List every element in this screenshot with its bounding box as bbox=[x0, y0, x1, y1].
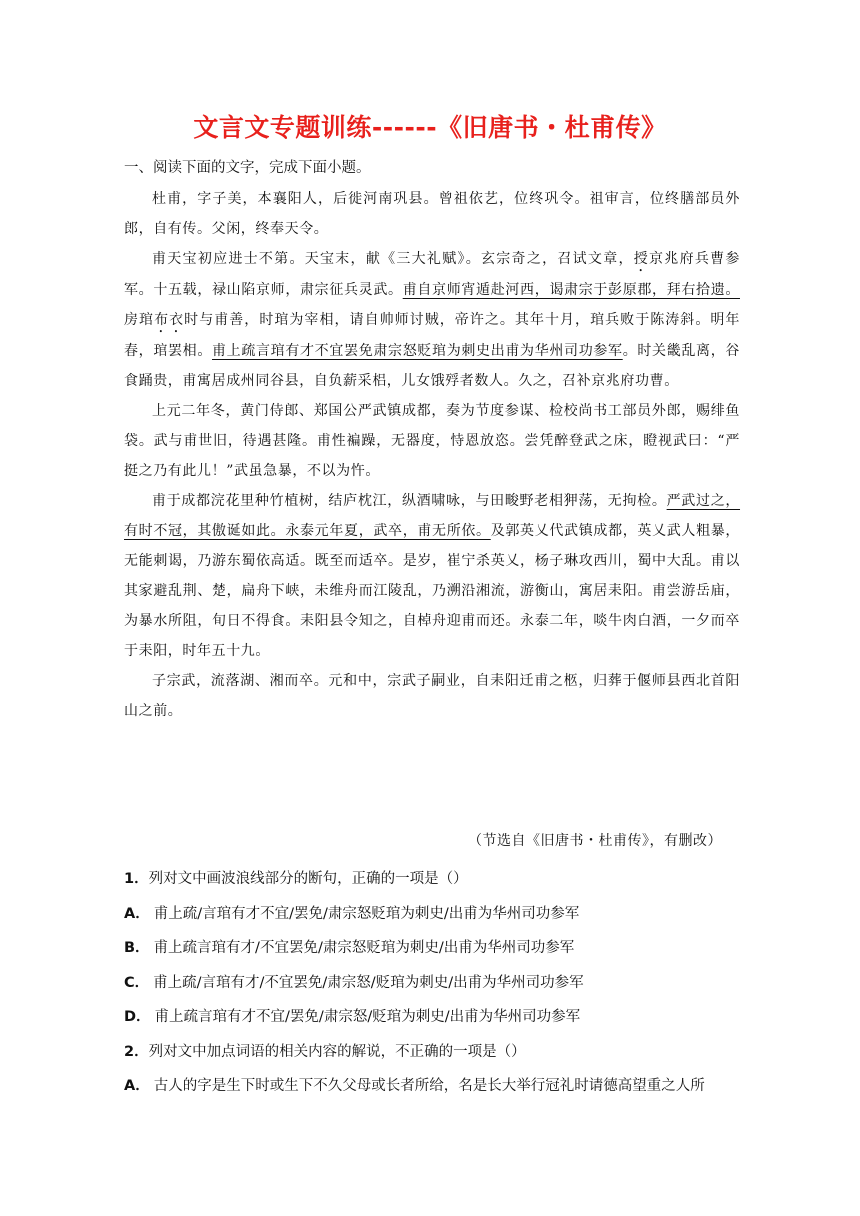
question-1-option-a[interactable] bbox=[124, 897, 748, 932]
text-run: 时与甫善，时琯为宰相，请自帅师讨贼，帝许之。其年十月，琯兵败于陈涛斜。明年春，琯罢相。 bbox=[124, 312, 741, 359]
passage-paragraph-3: 上元二年冬，黄门侍郎、郑国公严武镇成都，奏为节度参谋、检校尚书工部员外郎，赐绯鱼袋。武与甫世旧，待遇甚隆。甫性褊躁，无器度，恃恩放恣。尝凭醉登武之床，瞪视武曰：“严挺之乃有此儿！”武虽急暴，不以为忤。 bbox=[124, 403, 740, 479]
option-text: 甫上疏言琯有才/不宜罢免/肃宗怒贬琯为刺史/出甫为华州司功参军 bbox=[153, 940, 575, 956]
question-text: 列对文中画波浪线部分的断句，正确的一项是（） bbox=[148, 871, 468, 887]
option-label: D． bbox=[124, 1009, 151, 1025]
option-label: A． bbox=[124, 1078, 150, 1094]
question-1-stem bbox=[124, 862, 748, 897]
question-list bbox=[124, 862, 748, 1104]
question-2-option-a[interactable] bbox=[124, 1069, 748, 1104]
option-label: B． bbox=[124, 940, 150, 956]
passage-paragraph-2 bbox=[124, 244, 740, 396]
text-run: 房琯 bbox=[124, 312, 155, 328]
passage-paragraph-5: 子宗武，流落湖、湘而卒。元和中，宗武子嗣业，自耒阳迁甫之柩，归葬于偃师县西北首阳山之前。 bbox=[124, 673, 740, 719]
underlined-sentence: 严武过之，有时不冠，其傲诞如此。永泰元年夏，武卒，甫无所依。 bbox=[124, 493, 741, 539]
dotted-word: 授 bbox=[633, 251, 650, 267]
text-run: 甫天宝初应进士不第。天宝末，献《三大礼赋》。玄宗奇之，召试文章， bbox=[152, 251, 634, 267]
text-run: 甫于成都浣花里种竹植树，结庐枕江，纵酒啸咏，与田畯野老相狎荡，无拘检。 bbox=[152, 493, 667, 509]
question-1-option-d[interactable] bbox=[124, 1000, 748, 1035]
option-text: 古人的字是生下时或生下不久父母或长者所给，名是长大举行冠礼时请德高望重之人所 bbox=[153, 1078, 705, 1094]
question-number: 2． bbox=[124, 1043, 149, 1060]
question-2-stem bbox=[124, 1035, 748, 1070]
question-number: 1． bbox=[124, 871, 149, 887]
classical-passage bbox=[124, 184, 740, 726]
text-run: 。时关畿乱离，谷食踊贵，甫寓居成州同谷县，自负薪采梠，儿女饿殍者数人。久之，召补京兆府功曹。 bbox=[124, 343, 740, 389]
question-1-option-b[interactable] bbox=[124, 931, 748, 966]
source-note: （节选自《旧唐书・杜甫传》，有删改） bbox=[468, 833, 722, 849]
question-1-option-c[interactable] bbox=[124, 966, 748, 1001]
document-title: 文言文专题训练------《旧唐书・杜甫传》 bbox=[193, 113, 667, 142]
question-text: 列对文中加点词语的相关内容的解说，不正确的一项是（） bbox=[148, 1043, 526, 1060]
option-text: 甫上疏/言琯有才/不宜罢免/肃宗怒/贬琯为刺史/出甫为华州司功参军 bbox=[153, 974, 584, 991]
option-label: C． bbox=[124, 974, 150, 991]
passage-paragraph-1: 杜甫，字子美，本襄阳人，后徙河南巩县。曾祖依艺，位终巩令。祖审言，位终膳部员外郎，自有传。父闲，终奉天令。 bbox=[124, 191, 740, 237]
section-heading: 一、阅读下面的文字，完成下面小题。 bbox=[124, 160, 371, 176]
dotted-word: 布衣 bbox=[154, 312, 185, 328]
passage-paragraph-4 bbox=[124, 486, 740, 666]
underlined-sentence: 甫自京师宵遁赴河西，谒肃宗于彭原郡，拜右拾遗。 bbox=[402, 282, 740, 298]
text-run: 京兆府兵曹参军。十五载，禄山陷京师，肃宗征兵灵武。 bbox=[124, 251, 740, 298]
option-text: 甫上疏言琯有才不宜/罢免/肃宗怒/贬琯为刺史/出甫为华州司功参军 bbox=[154, 1009, 581, 1025]
option-label: A． bbox=[124, 905, 150, 922]
wavy-underlined-sentence: 甫上疏言琯有才不宜罢免肃宗怒贬琯为刺史出甫为华州司功参军 bbox=[212, 343, 623, 359]
text-run: 及郭英乂代武镇成都，英乂武人粗暴，无能刺谒，乃游东蜀依高适。既至而适卒。是岁，崔宁杀英乂，杨子琳攻西川，蜀中大乱。甫以其家避乱荆、楚，扁舟下峡，未维舟而江陵乱，乃溯沿湘流，游衡山，寓居耒阳。甫尝游岳庙，为暴水所阻，旬日不得食。耒阳县令知之，自棹舟迎甫而还。永泰二年，啖牛肉白酒，一夕而卒于耒阳，时年五十九。 bbox=[124, 523, 741, 659]
option-text: 甫上疏/言琯有才不宜/罢免/肃宗怒贬琯为刺史/出甫为华州司功参军 bbox=[153, 905, 580, 922]
